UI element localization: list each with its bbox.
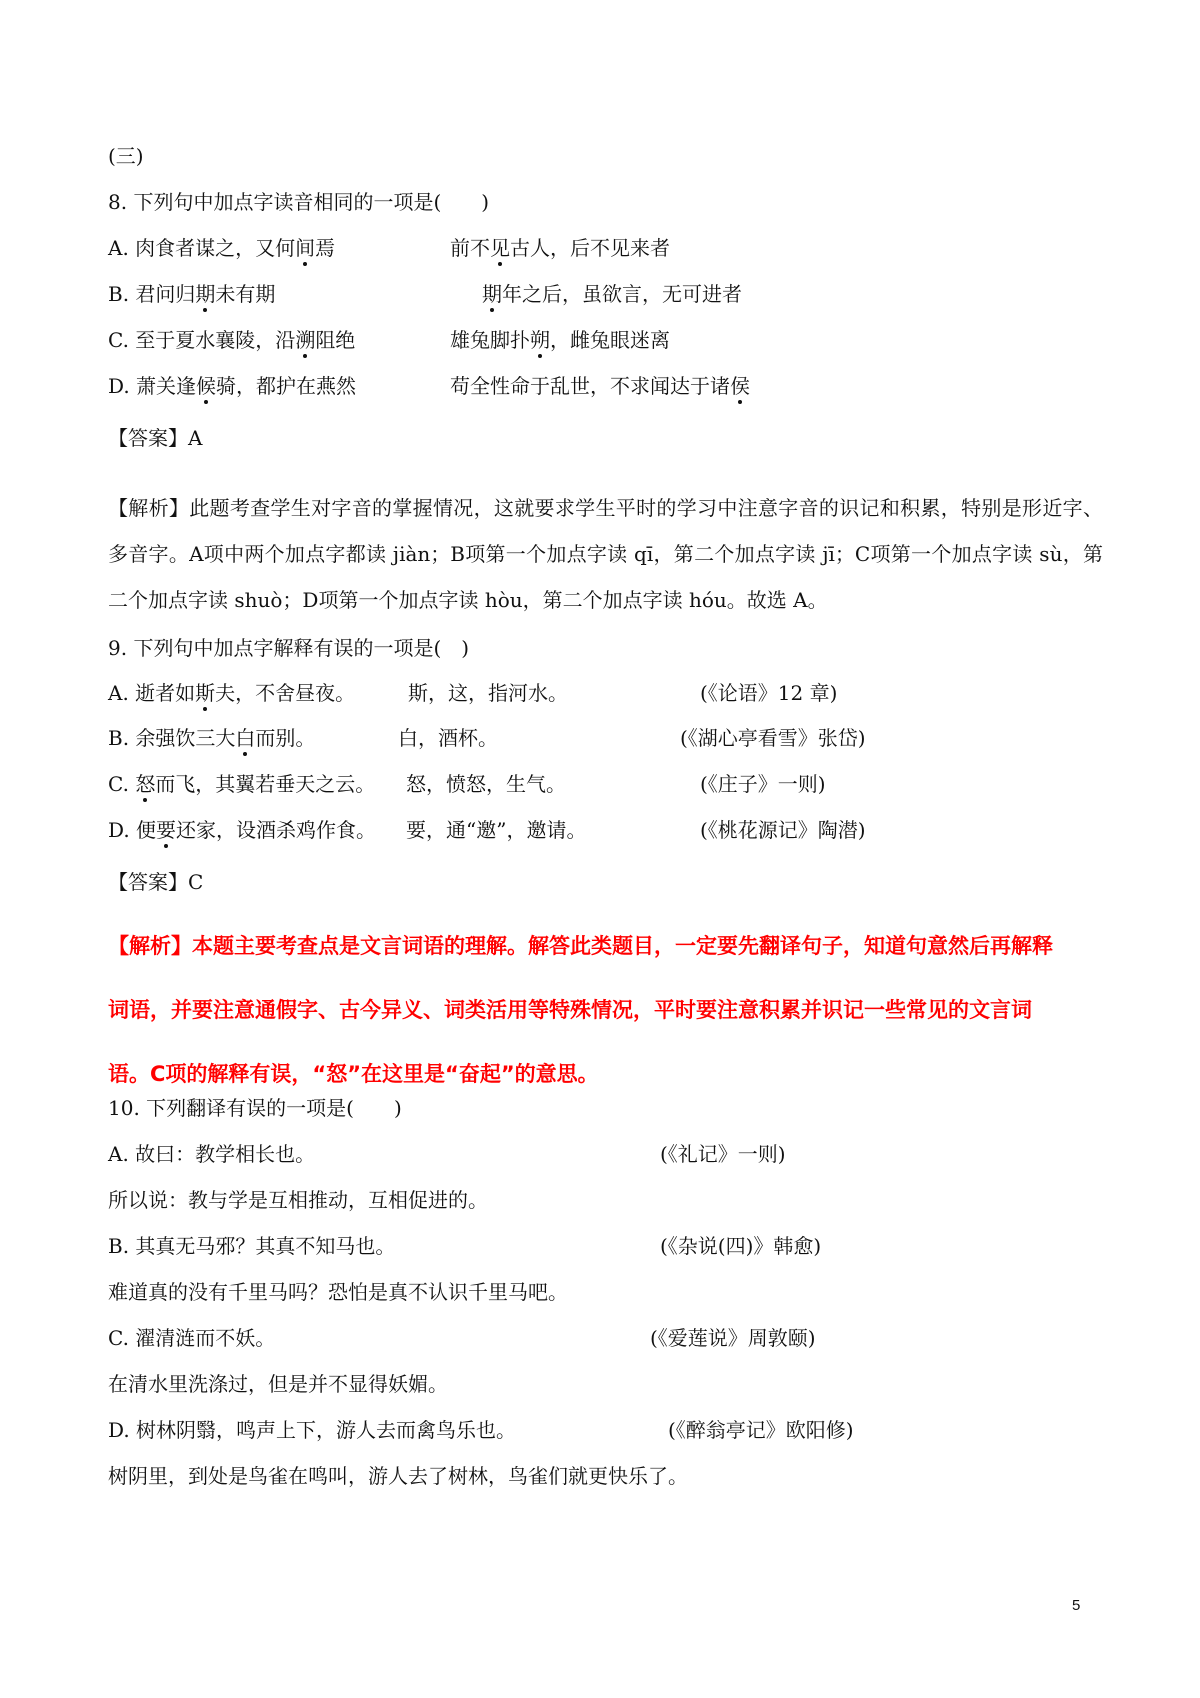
emphasis-char: 朔 bbox=[530, 328, 550, 352]
q8-option-b-sentence: B. 君问归期未有期 bbox=[108, 282, 276, 306]
emphasis-char: 候 bbox=[196, 374, 217, 398]
q8-option-a-sentence: A. 肉食者谋之，又何间焉 bbox=[108, 236, 336, 260]
emphasis-char: 见 bbox=[490, 236, 510, 260]
q8-option-c-sentence: C. 至于夏水襄陵，沿溯阻绝 bbox=[108, 328, 356, 352]
q8-option-a-compare: 前不见古人，后不见来者 bbox=[450, 236, 670, 260]
emphasis-char: 斯 bbox=[195, 681, 216, 705]
q9-option-c-source: (《庄子》一则) bbox=[700, 772, 826, 796]
q9-option-b-sentence: B. 余强饮三大白而别。 bbox=[108, 726, 316, 750]
q9-option-d-sentence: D. 便要还家，设酒杀鸡作食。 bbox=[108, 818, 377, 842]
emphasis-char: 期 bbox=[482, 282, 502, 306]
emphasis-char: 溯 bbox=[295, 328, 316, 352]
q9-option-d-explanation: 要，通“邀”，邀请。 bbox=[406, 818, 587, 842]
q9-option-c-sentence: C. 怒而飞，其翼若垂天之云。 bbox=[108, 772, 376, 796]
q9-analysis: 【解析】本题主要考查点是文言词语的理解。解答此类题目，一定要先翻译句子，知道句意然后再解释词语，并要注意通假字、古今异义、词类活用等特殊情况，平时要注意积累并识记一些常见的文言词语。C项的解释有误，“怒”在这里是“奋起”的意思。 bbox=[108, 934, 1053, 1086]
q9-option-c-explanation: 怒，愤怒，生气。 bbox=[406, 772, 566, 796]
q8-option-b-compare: 期年之后，虽欲言，无可进者 bbox=[482, 282, 742, 306]
q9-option-a-source: (《论语》12 章) bbox=[700, 681, 838, 705]
q10-item-d-source: (《醉翁亭记》欧阳修) bbox=[668, 1418, 854, 1442]
q10-item-b-source: (《杂说(四)》韩愈) bbox=[660, 1234, 822, 1258]
q10-item-a-source: (《礼记》一则) bbox=[660, 1142, 786, 1166]
emphasis-char: 要 bbox=[156, 818, 177, 842]
page-number: 5 bbox=[1072, 1597, 1081, 1614]
q9-option-a-sentence: A. 逝者如斯夫，不舍昼夜。 bbox=[108, 681, 356, 705]
q9-option-b-explanation: 白，酒杯。 bbox=[398, 726, 498, 750]
emphasis-char: 期 bbox=[195, 282, 216, 306]
q10-item-d-label: D. 树林阴翳，鸣声上下，游人去而禽鸟乐也。 bbox=[108, 1418, 517, 1442]
q9-option-b-source: (《湖心亭看雪》张岱) bbox=[680, 726, 866, 750]
q9-option-a-explanation: 斯，这，指河水。 bbox=[408, 681, 568, 705]
q10-item-b-label: B. 其真无马邪？其真不知马也。 bbox=[108, 1234, 396, 1258]
q10-item-c-label: C. 濯清涟而不妖。 bbox=[108, 1326, 276, 1350]
emphasis-char: 怒 bbox=[135, 772, 156, 796]
emphasis-char: 侯 bbox=[730, 374, 750, 398]
q8-option-c-compare: 雄兔脚扑朔，雌兔眼迷离 bbox=[450, 328, 670, 352]
q9-option-d-source: (《桃花源记》陶潜) bbox=[700, 818, 866, 842]
q8-option-d-compare: 苟全性命于乱世，不求闻达于诸侯 bbox=[450, 374, 750, 398]
q8-option-d-sentence: D. 萧关逢候骑，都护在燕然 bbox=[108, 374, 357, 398]
emphasis-char: 间 bbox=[295, 236, 316, 260]
q8-analysis: 【解析】此题考查学生对字音的掌握情况，这就要求学生平时的学习中注意字音的识记和积累，特别是形近字、多音字。A项中两个加点字都读 jiàn；B项第一个加点字读 qī，第二个加点字读 jī；C项第一个加点字读 sù，第二个加点字读 shuò；D项第一个加点字读 hòu，第二个加点字读 hóu。故选 A。 bbox=[108, 496, 1103, 612]
q10-item-c-source: (《爱莲说》周敦颐) bbox=[650, 1326, 816, 1350]
emphasis-char: 白 bbox=[235, 726, 256, 750]
q10-item-a-label: A. 故曰：教学相长也。 bbox=[108, 1142, 316, 1166]
